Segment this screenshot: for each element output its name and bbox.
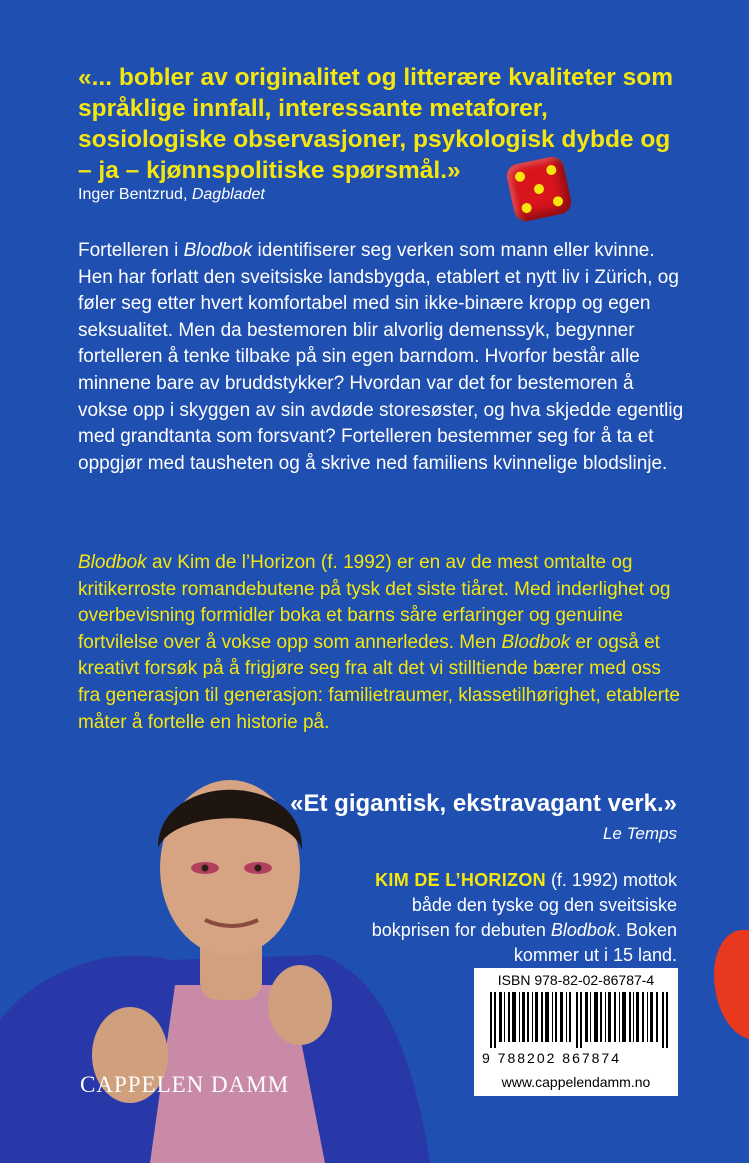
author-portrait [0, 770, 430, 1163]
barcode-panel [474, 968, 678, 1096]
decorative-shape [714, 930, 749, 1040]
book-title: Blodbok [78, 552, 147, 573]
book-title: Blodbok [183, 240, 253, 261]
quote-attribution-dagbladet [78, 186, 265, 204]
quote-attribution-le-temps: Le Temps [602, 824, 677, 843]
barcode-icon [490, 992, 670, 1048]
book-description-paragraph: Blodbok av Kim de l’Horizon (f. 1992) er en av de mest omtalte og kritikerroste romandebutene på tysk det siste tiåret. Med inderlighet og overbevisning formidler boka et barns såre erfaringer og genuine fortvilelse over å vokse opp som annerledes. Men Blodbok er også et kreativt forsøk på å frigjøre seg fra alt det vi stilltiende bærer med oss fra generasjon til generasjon: familietraumer, klassetilhørighet, etablerte måter å fortelle en historie på. [78, 552, 680, 733]
publisher-website: www.cappelendamm.no [501, 1074, 651, 1090]
reviewer-name: Inger Bentzrud, [78, 186, 192, 203]
author-bio: KIM DE L’HORIZON (f. 1992) mottok både den tyske og den sveitsiske bokprisen for debuten Blodbok. Boken kommer ut i 15 land. [371, 870, 677, 965]
publisher-logo: CAPPELEN DAMM [80, 1072, 290, 1097]
synopsis-paragraph: Fortelleren i Blodbok identifiserer seg verken som mann eller kvinne. Hen har forlatt den sveitsiske landsbygda, etablert et nytt liv i Zürich, og føler seg etter hvert komfortabel med sin ikke-binære kropp og egen seksualitet. Men da bestemoren blir alvorlig demenssyk, begynner fortelleren å tenke tilbake på sin egen barndom. Hvorfor består alle minnene bare av bruddstykker? Hvordan var det for bestemoren å vokse opp i skyggen av sin avdøde storesøster, og hva skjedde egentlig med grandtanta som forsvant? Fortelleren bestemmer seg for å ta et oppgjør med tausheten og å skrive ned familiens kvinnelige blodslinje. [78, 240, 684, 474]
review-quote-dagbladet: «... bobler av originalitet og litterære kvaliteter som språklige innfall, interessante metaforer, sosiologiske observasjoner, psykologisk dybde og – ja – kjønnspolitiske spørsmål.» [78, 64, 673, 184]
author-name: KIM DE L’HORIZON [375, 870, 546, 890]
publication-name: Dagbladet [191, 186, 265, 203]
book-title: Blodbok [550, 920, 616, 940]
book-title: Blodbok [501, 631, 571, 653]
isbn-text: ISBN 978-82-02-86787-4 [497, 972, 655, 988]
dice-icon [505, 155, 574, 224]
review-quote-le-temps: «Et gigantisk, ekstravagant verk.» [290, 790, 677, 817]
barcode-digits: 9 788202 867874 [482, 1050, 621, 1066]
